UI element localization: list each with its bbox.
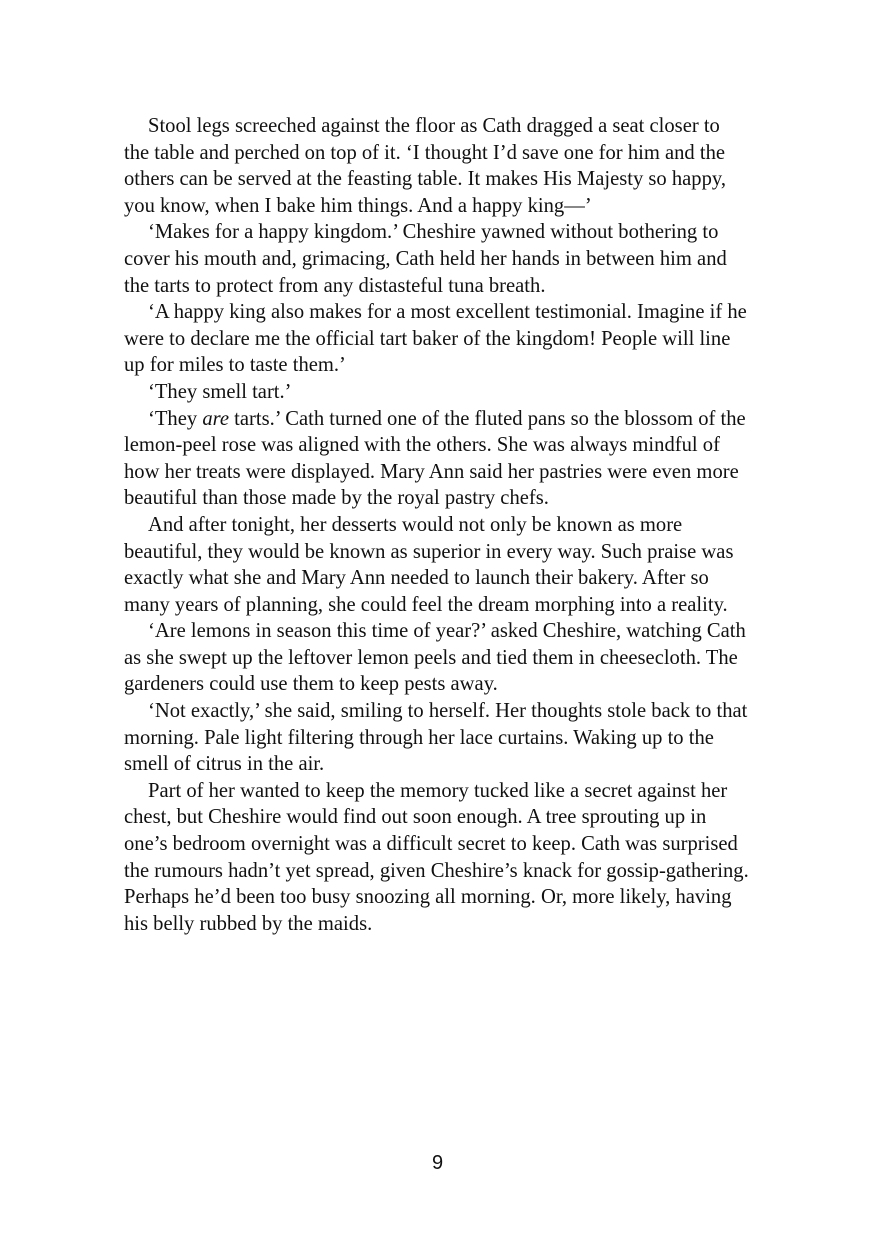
paragraph-9: Part of her wanted to keep the memory tucked like a secret against her chest, but Cheshire would find out soon enough. A tree sprouting up in one’s bedroom overnight was a difficult secret to keep. Cath was surprised the rumours hadn’t yet spread, given Cheshire’s knack for gossip-gathering. Perhaps he’d been too busy snoozing all morning. Or, more likely, having his belly rubbed by the maids. — [124, 779, 749, 935]
body-text — [124, 113, 750, 937]
paragraph-5-before: ‘They — [148, 407, 203, 430]
paragraph-1: Stool legs screeched against the floor as Cath dragged a seat closer to the table and perched on top of it. ‘I thought I’d save one for him and the others can be served at the feasting table. It makes His Majesty so happy, you know, when I bake him things. And a happy king—’ — [124, 115, 726, 217]
page-number: 9 — [431, 1152, 444, 1174]
paragraph-7: ‘Are lemons in season this time of year?’ asked Cheshire, watching Cath as she swept up the leftover lemon peels and tied them in cheesecloth. The gardeners could use them to keep pests away. — [124, 620, 746, 696]
paragraph-6: And after tonight, her desserts would not only be known as more beautiful, they would be known as superior in every way. Such praise was exactly what she and Mary Ann needed to launch their bakery. After so many years of planning, she could feel the dream morphing into a reality. — [124, 513, 734, 616]
paragraph-2: ‘Makes for a happy kingdom.’ Cheshire yawned without bothering to cover his mouth and, grimacing, Cath held her hands in between him and the tarts to protect from any distasteful tuna breath. — [124, 221, 727, 297]
paragraph-4: ‘They smell tart.’ — [148, 380, 292, 403]
paragraph-8: ‘Not exactly,’ she said, smiling to herself. Her thoughts stole back to that morning. Pale light filtering through her lace curtains. Waking up to the smell of citrus in the air. — [124, 700, 748, 776]
paragraph-5-emphasis: are — [202, 407, 230, 430]
paragraph-3: ‘A happy king also makes for a most excellent testimonial. Imagine if he were to declare me the official tart baker of the kingdom! People will line up for miles to taste them.’ — [124, 301, 747, 377]
paragraph-5 — [124, 406, 750, 512]
paragraph-5-after: tarts.’ Cath turned one of the fluted pans so the blossom of the lemon-peel rose was aligned with the others. She was always mindful of how her treats were displayed. Mary Ann said her pastries were even more beautiful than those made by the royal pastry chefs. — [124, 407, 746, 510]
